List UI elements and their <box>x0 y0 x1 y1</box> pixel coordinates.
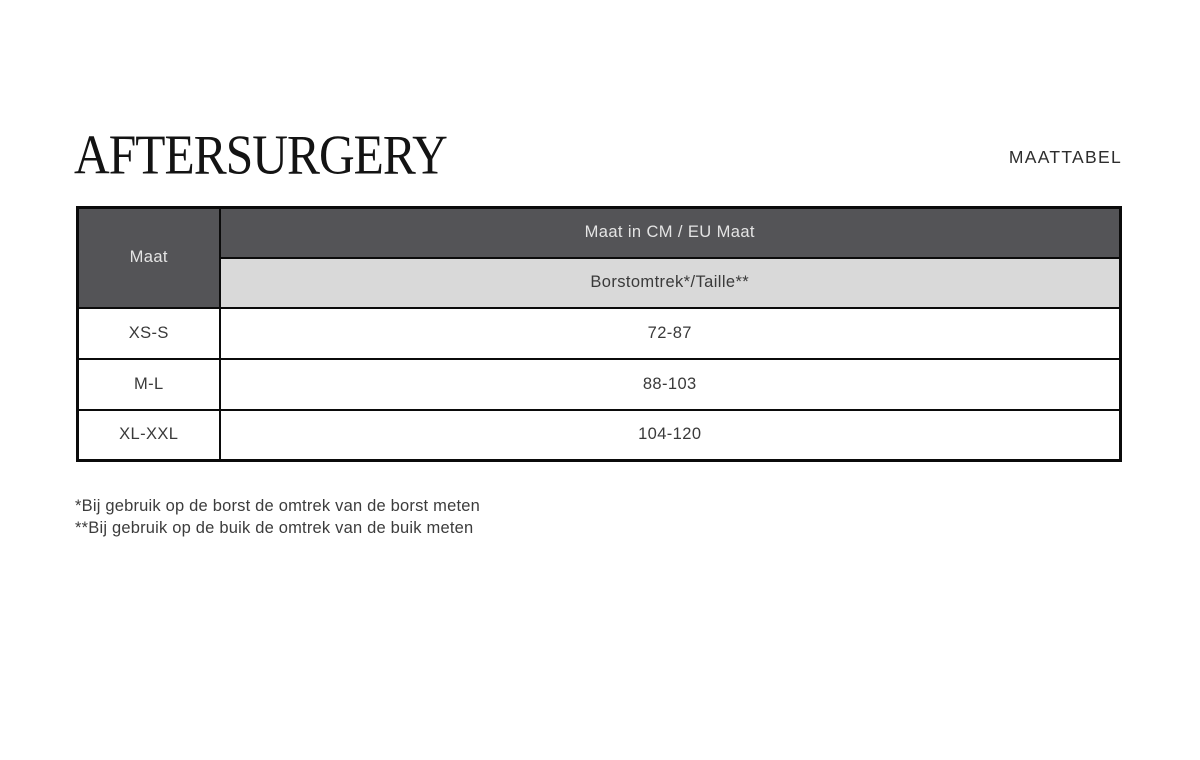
size-cell: XL-XXL <box>78 410 220 461</box>
table-header-row-top <box>78 208 1121 258</box>
table-row <box>78 308 1121 359</box>
size-cell: XS-S <box>78 308 220 359</box>
table-header-row-sub <box>78 258 1121 308</box>
column-header-maat: Maat <box>78 208 220 308</box>
footnote-line-borst: *Bij gebruik op de borst de omtrek van de borst meten <box>75 497 480 515</box>
table-row <box>78 359 1121 410</box>
range-cell: 72-87 <box>220 308 1121 359</box>
size-table <box>76 206 1122 462</box>
brand-logo: AFTERSURGERY <box>74 125 447 187</box>
footnote-line-buik: **Bij gebruik op de buik de omtrek van de buik meten <box>75 518 474 537</box>
footnotes <box>75 496 480 539</box>
range-cell: 104-120 <box>220 410 1121 461</box>
page-title: MAATTABEL <box>1008 147 1122 167</box>
table-row <box>78 410 1121 461</box>
size-cell: M-L <box>78 359 220 410</box>
column-subheader-borstomtrek: Borstomtrek*/Taille** <box>220 258 1121 308</box>
column-header-measure: Maat in CM / EU Maat <box>220 208 1121 258</box>
range-cell: 88-103 <box>220 359 1121 410</box>
